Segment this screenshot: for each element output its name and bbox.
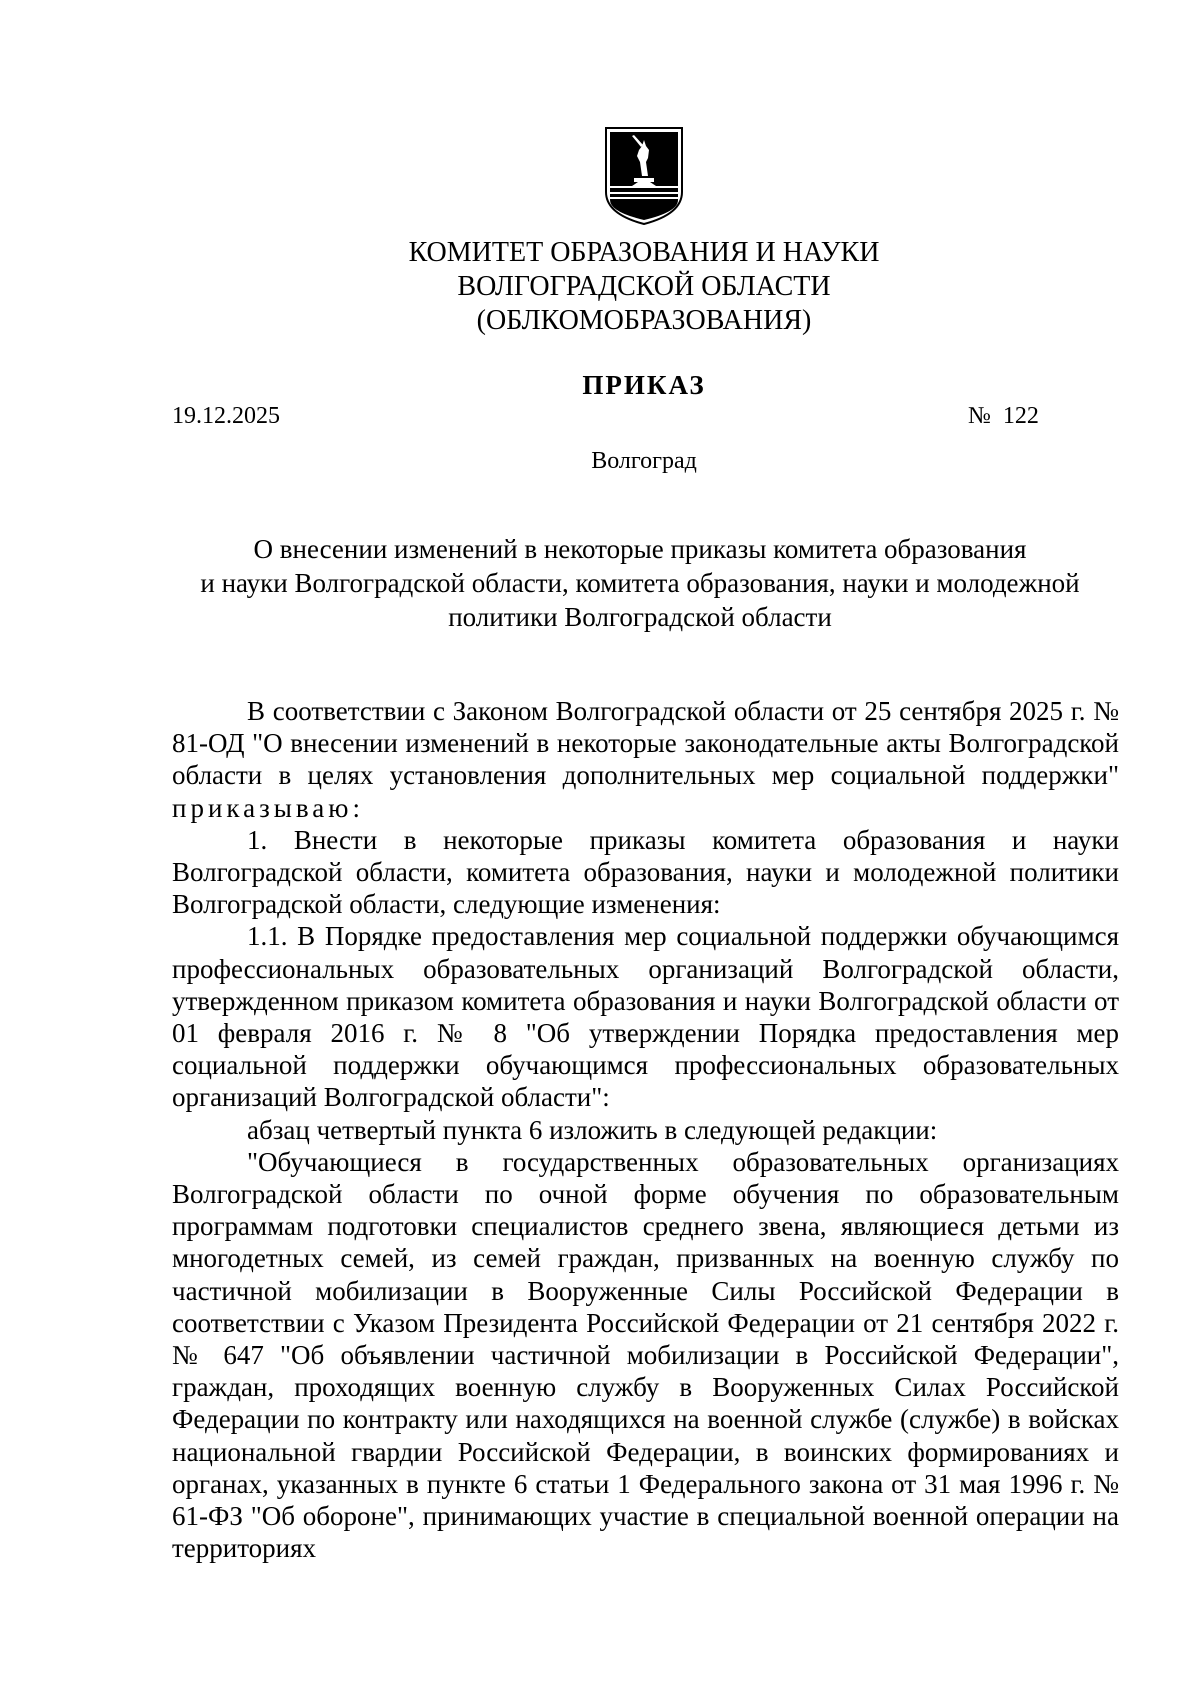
org-line-3: (ОБЛКОМОБРАЗОВАНИЯ) — [476, 305, 812, 336]
paragraph-item-1: 1. Внести в некоторые приказы комитета образования и науки Волгоградской области, комитета образования, науки и молодежной политики Волгоградской области, следующие изменения: — [172, 824, 1119, 920]
subject-line-2: и науки Волгоградской области, комитета образования, науки и молодежной — [200, 568, 1080, 598]
preamble-keyword: приказываю: — [172, 792, 364, 823]
order-subject — [160, 532, 1120, 634]
subject-line-3: политики Волгоградской области — [448, 602, 832, 632]
order-body — [172, 695, 1119, 1564]
coat-of-arms-icon — [604, 126, 684, 226]
paragraph-amendment-intro: абзац четвертый пункта 6 изложить в следующей редакции: — [247, 1114, 938, 1145]
org-line-1: КОМИТЕТ ОБРАЗОВАНИЯ И НАУКИ — [408, 237, 880, 268]
order-number: № 122 — [968, 403, 1039, 429]
paragraph-amendment-text: "Обучающиеся в государственных образовательных организациях Волгоградской области по очной форме обучения по образовательным программам подготовки специалистов среднего звена, являющиеся детьми из многодетных семей, из семей граждан, призванных на военную службу по частичной мобилизации в Вооруженные Силы Российской Федерации в соответствии с Указом Президента Российской Федерации от 21 сентября 2022 г. № 647 "Об объявлении частичной мобилизации в Российской Федерации", граждан, проходящих военную службу в Вооруженных Силах Российской Федерации по контракту или находящихся на военной службе (службе) в войсках национальной гвардии Российской Федерации, в воинских формированиях и органах, указанных в пункте 6 статьи 1 Федерального закона от 31 мая 1996 г. № 61-ФЗ "Об обороне", принимающих участие в специальной военной операции на территориях — [172, 1146, 1119, 1564]
paragraph-item-1-1: 1.1. В Порядке предоставления мер социальной поддержки обучающимся профессиональных образовательных организаций Волгоградской области, утвержденном приказом комитета образования и науки Волгоградской области от 01 февраля 2016 г. № 8 "Об утверждении Порядка предоставления мер социальной поддержки обучающимся профессиональных образовательных организаций Волгоградской области": — [172, 921, 1119, 1113]
preamble-text: В соответствии с Законом Волгоградской области от 25 сентября 2025 г. № 81-ОД "О внесении изменений в некоторые законодательные акты Волгоградской области в целях установления дополнительных мер социальной поддержки" — [172, 696, 1119, 791]
subject-line-1: О внесении изменений в некоторые приказы комитета образования — [253, 534, 1027, 564]
paragraph-preamble — [172, 695, 1119, 824]
order-title: ПРИКАЗ — [582, 370, 706, 400]
order-date: 19.12.2025 — [172, 403, 280, 429]
organization-name — [0, 236, 1200, 338]
org-line-2: ВОЛГОГРАДСКОЙ ОБЛАСТИ — [457, 271, 831, 302]
order-city: Волгоград — [591, 448, 697, 474]
